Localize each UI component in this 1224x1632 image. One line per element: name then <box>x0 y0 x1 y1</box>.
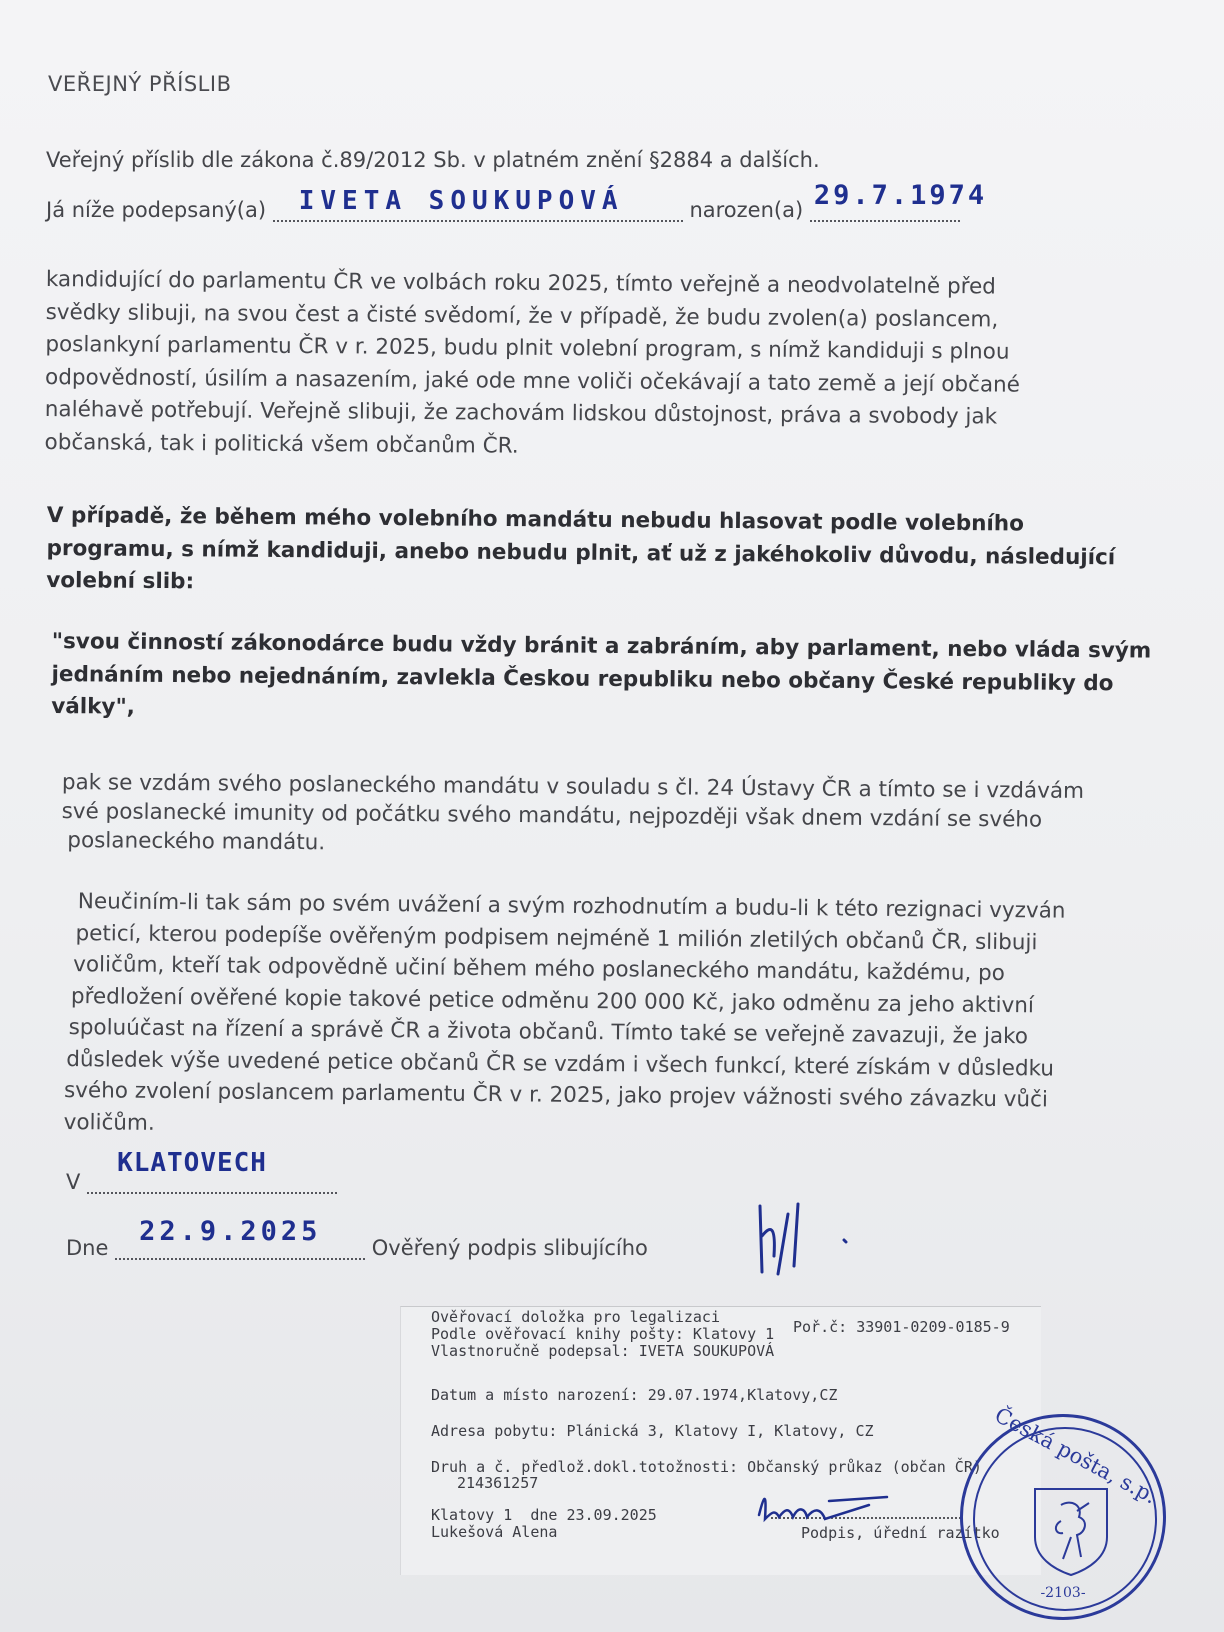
verification-place-date: Klatovy 1 dne 23.09.2025 <box>431 1506 657 1524</box>
text-line: pak se vzdám svého poslaneckého mandátu v souladu s čl. 24 Ústavy ČR a tímto se i vzdávám <box>61 769 1085 804</box>
place-label: V <box>66 1170 81 1194</box>
birthdate-field <box>810 180 988 222</box>
text-line: V případě, že během mého volebního mandátu nebudu hlasovat podle volebního <box>46 502 1025 537</box>
text-line: poslaneckého mandátu. <box>67 828 326 856</box>
text-line: důsledek výše uvedené petice občanů ČR se vzdám i všech funkcí, které získám v důsledku <box>66 1046 1055 1081</box>
text-line: kandidující do parlamentu ČR ve volbách roku 2025, tímto veřejně a neodvolatelně před <box>45 266 996 300</box>
place-field <box>87 1148 337 1194</box>
name-handwritten: IVETA SOUKUPOVÁ <box>298 186 624 216</box>
name-field <box>273 186 683 222</box>
paragraph-resignation <box>61 768 1084 864</box>
document-title: VEŘEJNÝ PŘÍSLIB <box>48 72 232 96</box>
name-prefix: Já níže podepsaný(a) <box>46 198 267 222</box>
verification-clerk: Lukešová Alena <box>431 1523 558 1541</box>
paragraph-commitment <box>44 264 1020 467</box>
official-stamp <box>960 1402 1166 1620</box>
birthdate-handwritten: 29.7.1974 <box>813 180 988 211</box>
text-line: předložení ověřené kopie takové petice odměnu 200 000 Kč, jako odměnu za jeho aktivní <box>70 983 1035 1018</box>
text-line: Neučiním-li tak sám po svém uvážení a svým rozhodnutím a budu-li k této rezignaci vyzván <box>77 889 1066 924</box>
applicant-signature <box>748 1196 858 1276</box>
place-line <box>66 1148 337 1194</box>
text-line: odpovědností, úsilím a nasazením, jaké ode mne voliči očekávají a tato země a její občané <box>45 364 1021 398</box>
date-line <box>66 1216 648 1260</box>
text-line: občanská, tak i politická všem občanům ČR. <box>44 429 519 459</box>
text-line: jednáním nebo nejednáním, zavlekla Českou republiku nebo občany České republiky do <box>51 661 1114 696</box>
paragraph-condition <box>46 500 1115 607</box>
verification-address: Adresa pobytu: Plánická 3, Klatovy I, Klatovy, CZ <box>431 1422 874 1440</box>
verification-doc-type: Druh a č. předlož.dokl.totožnosti: Občanský průkaz (občan ČR) <box>431 1458 982 1476</box>
born-label: narozen(a) <box>689 198 804 222</box>
text-line: své poslanecké imunity od počátku svého mandátu, nejpozději však dnem vzdání se svého <box>61 798 1043 833</box>
signature-label: Ověřený podpis slibujícího <box>371 1236 648 1260</box>
date-field <box>115 1216 365 1260</box>
verification-sign-label: Podpis, úřední razítko <box>801 1524 1000 1542</box>
clerk-signature <box>749 1479 929 1529</box>
text-line: poslankyní parlamentu ČR v r. 2025, budu plnit volební program, s nímž kandiduji s plnou <box>45 331 1010 365</box>
place-handwritten: KLATOVECH <box>117 1148 267 1178</box>
verification-header: Ověřovací doložka pro legalizaci <box>431 1308 720 1326</box>
verification-doc-number: 214361257 <box>457 1474 539 1492</box>
intro-line: Veřejný příslib dle zákona č.89/2012 Sb. v platném znění §2884 a dalších. <box>46 148 820 172</box>
text-line: "svou činností zákonodárce budu vždy bránit a zabráním, aby parlament, nebo vláda svým <box>51 628 1152 664</box>
date-label: Dne <box>66 1236 109 1260</box>
promise-quote <box>51 626 1151 733</box>
stamp-number: -2103- <box>1040 1585 1086 1601</box>
paragraph-petition <box>64 886 1066 1148</box>
name-line <box>46 180 1046 222</box>
verification-birth: Datum a místo narození: 29.07.1974,Klatovy,CZ <box>431 1386 838 1404</box>
text-line: svého zvolení poslancem parlamentu ČR v r. 2025, jako projev vážnosti svého závazku vůči <box>63 1077 1049 1113</box>
text-line: peticí, kterou podepíše ověřeným podpisem nejméně 1 milión zletilých občanů ČR, slibuji <box>75 920 1038 955</box>
text-line: svědky slibuji, na svou čest a čisté svědomí, že v případě, že budu zvolen(a) poslancem, <box>45 299 999 332</box>
verification-signed: Vlastnoručně podepsal: IVETA SOUKUPOVÁ <box>431 1342 775 1360</box>
coat-of-arms-icon <box>1031 1485 1111 1577</box>
verification-book: Podle ověřovací knihy pošty: Klatovy 1 <box>431 1325 775 1343</box>
verification-por-c: Poř.č: 33901-0209-0185-9 <box>793 1318 1010 1336</box>
text-line: voličům. <box>63 1109 155 1136</box>
verification-clause <box>400 1306 1041 1575</box>
text-line: naléhavě potřebují. Veřejně slibuji, že zachovám lidskou důstojnost, práva a svobody jak <box>44 396 998 430</box>
date-handwritten: 22.9.2025 <box>139 1216 322 1247</box>
text-line: voličům, kteří tak odpovědně učiní během mého poslaneckého mandátu, každému, po <box>73 952 1005 987</box>
text-line: spoluúčast na řízení a správě ČR a života občanů. Tímto také se veřejně zavazuji, že jako <box>68 1015 1029 1050</box>
stamp-text: Česká pošta, s.p. <box>990 1402 1161 1509</box>
text-line: války", <box>51 693 135 720</box>
text-line: volební slib: <box>46 567 195 595</box>
text-line: programu, s nímž kandiduji, anebo nebudu plnit, ať už z jakéhokoliv důvodu, následující <box>46 535 1116 570</box>
